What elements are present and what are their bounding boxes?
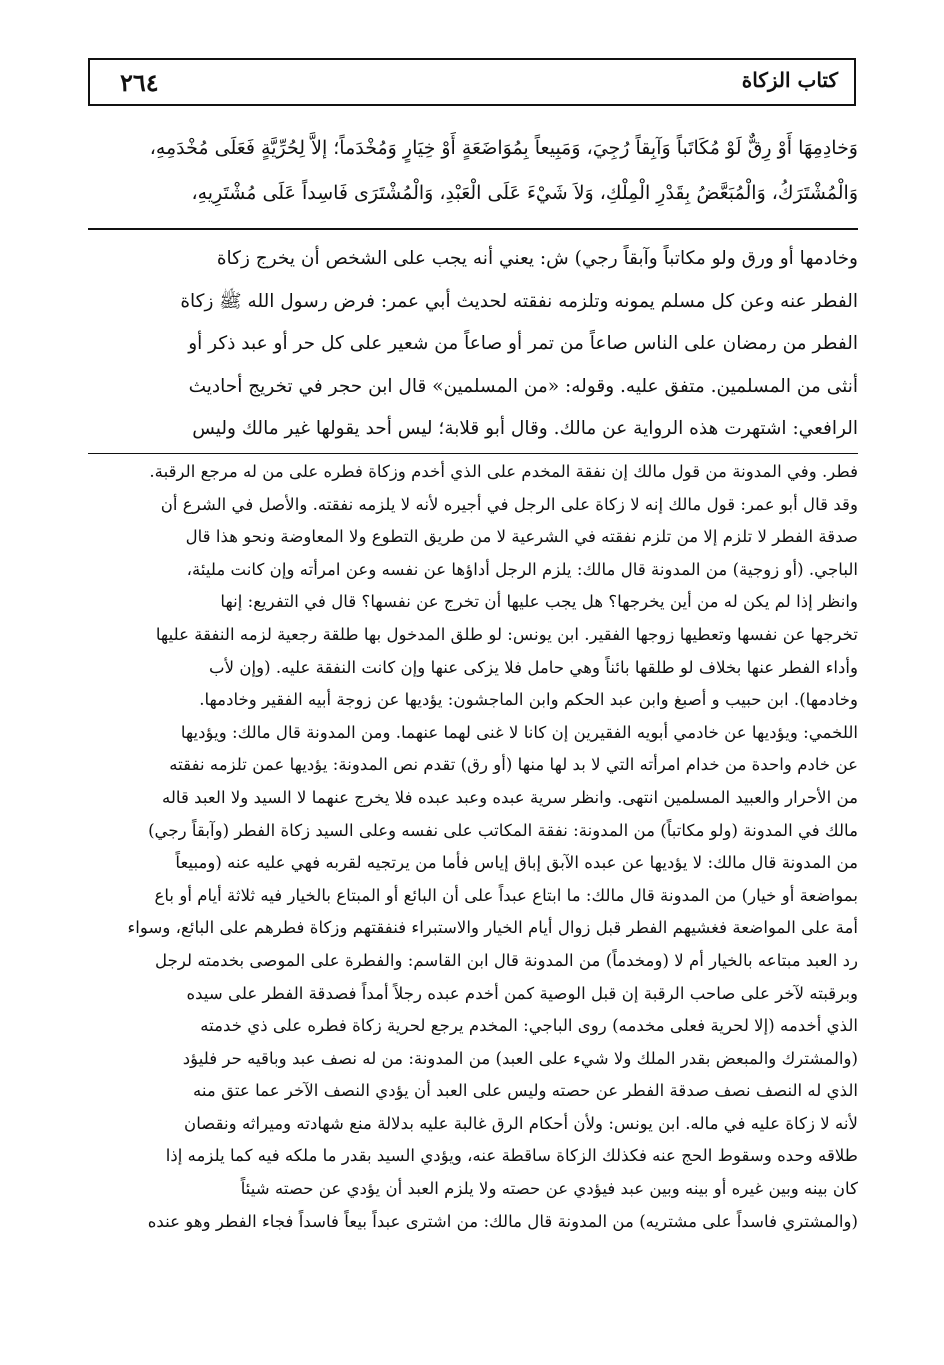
note-line: أمة على المواضعة فغشيهم الفطر قبل زوال أيام الخيار والاستبراء فنفقتهم وزكاة فطرهم على البائع، وسواء (127, 918, 858, 938)
sharh-text (88, 238, 858, 451)
note-line: من الأحرار والعبيد المسلمين انتهى. وانظر سرية عبده وعبد عبده فلا يخرج عنهما لا السيد ولا العبد قاله (161, 787, 858, 807)
note-line: وانظر إذا لم يكن له من أين يخرجها؟ هل يجب عليها أن تخرج عن نفسها؟ قال في التفريع: إنها (220, 592, 858, 612)
note-line: وخادمها). ابن حبيب و أصبغ وابن عبد الحكم وابن الماجشون: يؤديها عن زوجة أبيه الفقير وخادمها. (199, 690, 858, 710)
note-line: مالك في المدونة (ولو مكاتباً) من المدونة: نفقة المكاتب على نفسه وعلى السيد زكاة الفطر (وآبقاً رجي) (148, 820, 858, 840)
sharh-line: أنثى من المسلمين. متفق عليه. وقوله: «من المسلمين» قال ابن حجر في تخريج أحاديث (188, 375, 858, 397)
page-header (88, 58, 856, 106)
book-title: كتاب الزكاة (741, 68, 838, 92)
note-line: وبرقبته لآخر على صاحب الرقبة إن قبل الوصية كمن أخدم عبده رجلاً أمداً فصدقة الفطر على سيده (186, 983, 858, 1003)
note-line: (والمشتري فاسداً على مشتريه) من المدونة قال مالك: من اشترى عبداً بيعاً فاسداً فجاء الفطر وهو عنده (147, 1211, 858, 1231)
note-line: طلاقه وحده وسقوط الحج عنه فكذلك الزكاة ساقطة عنه، ويؤدي السيد بقدر ما ملكه فيه كما يلزمه إذا (165, 1146, 858, 1166)
note-line: وقد قال أبو عمر: قول مالك إنه لا زكاة على الرجل في أجيره لأنه لا يلزمه نفقته. والأصل في الشرع أن (160, 494, 858, 514)
note-line: اللخمي: ويؤديها عن خادمي أبويه الفقيرين إن كانا لا غنى لهما عنهما. ومن المدونة قال مالك: ويؤديها (180, 722, 858, 742)
note-line: وأداء الفطر عنها بخلاف لو طلقها بائناً وهي حامل فلا يزكى عنها وإن كانت النفقة عليه. (وإن لأب (208, 657, 858, 677)
note-line: الذي له النصف نصف صدقة الفطر عن حصته وليس على العبد أن يؤدي النصف الآخر عما عتق منه (193, 1081, 858, 1101)
note-line: عن خادم واحدة من خدام امرأته التي لا بد لها منها (أو رق) تقدم نص المدونة: يؤديها عمن تلزمه نفقته (169, 755, 858, 775)
matn-text (88, 126, 858, 216)
note-line: من المدونة قال مالك: لا يؤديها عن عبده الآبق إباق إياس فأما من يرتجيه لقربه فهي عليه عنه (ومبيعاً (175, 853, 858, 873)
book-page (88, 58, 858, 1338)
note-line: كان بينه وبين غيره أو بينه وبين عبد فيؤدي عن حصته ولا يلزم العبد أن يؤدي عن حصته شيئاً (240, 1179, 858, 1199)
note-line: بمواضعة أو خيار) من المدونة قال مالك: ما ابتاع عبداً على أن البائع أو المبتاع بالخيار فيه ثلاثة أيام أو باع (154, 885, 858, 905)
sharh-line: الفطر عنه وعن كل مسلم يمونه وتلزمه نفقته لحديث أبي عمر: فرض رسول الله ﷺ زكاة (180, 290, 858, 312)
matn-divider (88, 228, 858, 230)
matn-line: وَالْمُشْتَرَكُ، وَالْمُبَعَّضُ بِقَدْرِ الْمِلْكِ، وَلاَ شَيْءَ عَلَى الْعَبْدِ، وَالْمُشْتَرَى فَاسِداً عَلَى مُشْتَرِيهِ، (191, 182, 858, 204)
sharh-line: الرافعي: اشتهرت هذه الرواية عن مالك. وقال أبو قلابة؛ ليس أحد يقولها غير مالك وليس (192, 418, 858, 439)
sharh-line: الفطر من رمضان على الناس صاعاً من تمر أو صاعاً من شعير على كل حر أو عبد ذكر أو (188, 333, 858, 354)
note-line: الباجي. (أو زوجية) من المدونة قال مالك: يلزم الرجل أداؤها عن نفسه وعن امرأته وإن كانت مليئة، (186, 559, 858, 579)
footnotes-text (88, 456, 858, 1238)
note-line: لأنه لا زكاة عليه في ماله. ابن يونس: ولأن أحكام الرق غالبة عليه بدلالة منع شهادته وميراثه ونقصان (184, 1113, 858, 1133)
note-line: فطر. وفي المدونة من قول مالك إن نفقة المخدم على الذي أخدم وزكاة فطره على من له مرجع الرقبة. (149, 462, 858, 481)
matn-line: وَخادِمِهَا أَوْ رِقٌّ لَوْ مُكَاتَباً وَآبِقاً رُجِيَ، وَمَبِيعاً بِمُوَاضَعَةٍ أَوْ خِيَارٍ وَمُخْدَماً؛ إلاَّ لِحُرِّيَّةٍ فَعَلَى مُخْدَمِهِ، (149, 137, 858, 159)
note-line: الذي أخدمه (إلا لحرية فعلى مخدمه) روى الباجي: المخدم يرجع لحرية زكاة فطره على ذي خدمته (200, 1016, 858, 1036)
sharh-line: وخادمها أو ورق ولو مكاتباً وآبقاً رجي) ش: يعني أنه يجب على الشخص أن يخرج زكاة (216, 248, 858, 269)
note-line: (والمشترك والمبعض بقدر الملك ولا شيء على العبد) من المدونة: من له نصف عبد وباقيه حر فليؤد (182, 1048, 858, 1068)
note-line: تخرجها عن نفسها وتعطيها زوجها الفقير. ابن يونس: لو طلق المدخول بها طلقة رجعية لزمه النفقة عليها (155, 624, 858, 644)
notes-divider (88, 453, 858, 454)
note-line: رد العبد مبتاعه بالخيار أم لا (ومخدماً) من المدونة قال ابن القاسم: والفطرة على الموصى بخدمته لرجل (155, 950, 858, 970)
page-number: ٢٦٤ (120, 68, 159, 97)
note-line: صدقة الفطر لا تلزم إلا من تلزم نفقته في الشرعية لا من طريق التطوع ولا المعاوضة ونحو هذا قال (185, 527, 858, 547)
